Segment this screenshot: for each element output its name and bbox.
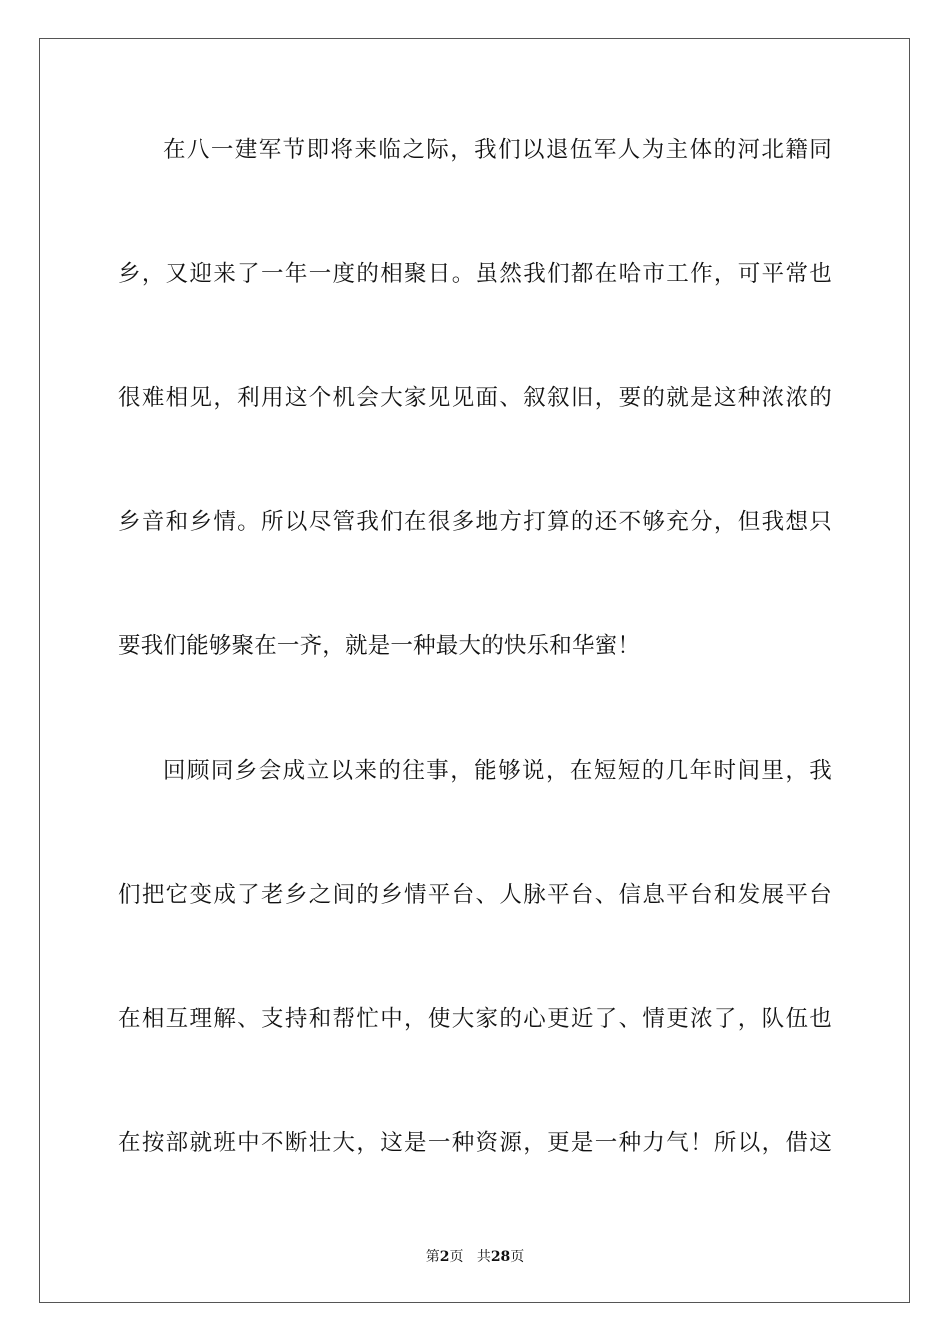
- total-pages: 28: [490, 1249, 511, 1265]
- paragraph-1-line-5: 要我们能够聚在一齐，就是一种最大的快乐和华蜜！: [118, 633, 641, 659]
- page-number: 2: [439, 1249, 450, 1265]
- total-pages-suffix: 页: [510, 1249, 525, 1265]
- page-number-suffix: 页: [449, 1249, 464, 1265]
- paragraph-1-line-1: 在八一建军节即将来临之际，我们以退伍军人为主体的河北籍同: [163, 137, 832, 163]
- page-border: [39, 38, 910, 1303]
- paragraph-2-line-3: 在相互理解、支持和帮忙中，使大家的心更近了、情更浓了，队伍也: [118, 1006, 832, 1032]
- paragraph-2-line-2: 们把它变成了老乡之间的乡情平台、人脉平台、信息平台和发展平台: [118, 882, 832, 908]
- paragraph-2-line-4: 在按部就班中不断壮大，这是一种资源，更是一种力气！所以，借这: [118, 1130, 832, 1156]
- page-number-prefix: 第: [425, 1249, 440, 1265]
- paragraph-2-line-1: 回顾同乡会成立以来的往事，能够说，在短短的几年时间里，我: [163, 758, 832, 784]
- paragraph-1-line-2: 乡，又迎来了一年一度的相聚日。虽然我们都在哈市工作，可平常也: [118, 261, 832, 287]
- paragraph-1-line-3: 很难相见，利用这个机会大家见见面、叙叙旧，要的就是这种浓浓的: [118, 385, 832, 411]
- total-pages-prefix: 共: [476, 1249, 491, 1265]
- paragraph-1-line-4: 乡音和乡情。所以尽管我们在很多地方打算的还不够充分，但我想只: [118, 509, 832, 535]
- page-footer: [0, 1248, 950, 1266]
